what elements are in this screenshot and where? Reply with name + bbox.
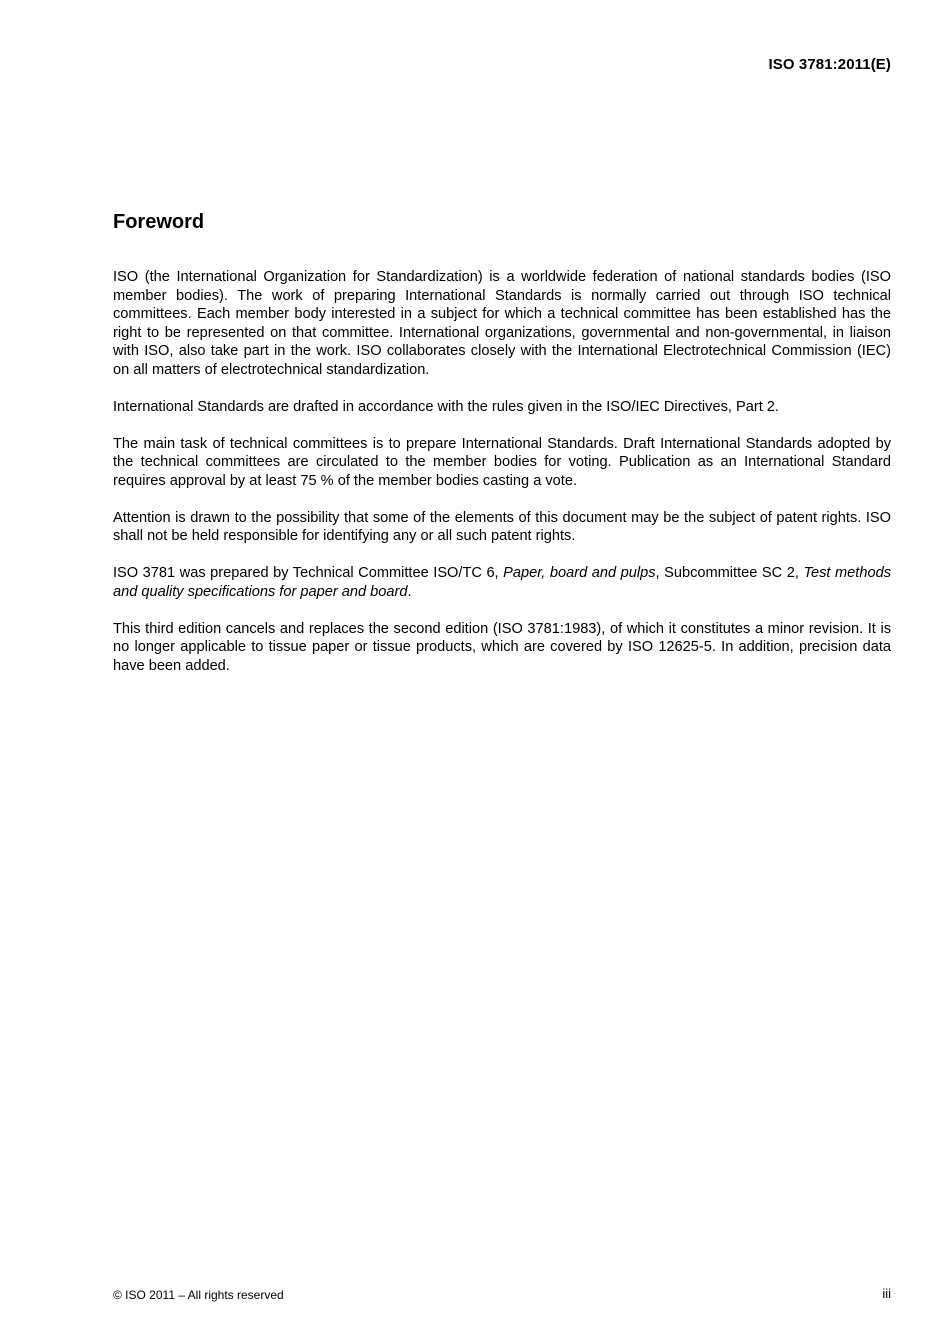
page-title: Foreword [113,211,205,233]
document-id: ISO 3781:2011(E) [768,56,891,73]
subcommittee-title: Test methods and quality specifications for paper and board [113,565,891,600]
paragraph-iso-intro: ISO (the International Organization for Standardization) is a worldwide federation of national standards bodies (ISO member bodies). The work of preparing International Standards is normally carried out through ISO technical committees. Each member body interested in a subject for which a technical committee has been established has the right to be represented on that committee. International organizations, governmental and non-governmental, in liaison with ISO, also take part in the work. ISO collaborates closely with the International Electrotechnical Commission (IEC) on all matters of electrotechnical standardization. [113,269,891,378]
subcommittee-text: , Subcommittee SC 2, [655,565,804,581]
page-number: iii [882,1286,891,1301]
paragraph-prepared-by [113,564,891,601]
paragraph-patent-rights: Attention is drawn to the possibility that some of the elements of this document may be the subject of patent rights. ISO shall not be held responsible for identifying any or all such patent rights. [113,509,891,544]
copyright-notice: © ISO 2011 – All rights reserved [113,1288,284,1302]
foreword-section [113,208,891,694]
sentence-end: . [407,583,412,600]
paragraph-edition: This third edition cancels and replaces the second edition (ISO 3781:1983), of which it constitutes a minor revision. It is no longer applicable to tissue paper or tissue products, which are covered by ISO 12625-5. In addition, precision data have been added. [113,620,891,674]
committee-title: Paper, board and pulps [503,565,656,581]
paragraph-directives: International Standards are drafted in accordance with the rules given in the ISO/IEC Directives, Part 2. [113,398,779,415]
paragraph-main-task: The main task of technical committees is to prepare International Standards. Draft International Standards adopted by the technical committees are circulated to the member bodies for voting. Publication as an International Standard requires approval by at least 75 % of the member bodies casting a vote. [113,435,891,489]
prepared-by-text: ISO 3781 was prepared by Technical Committee ISO/TC 6, [113,565,504,581]
